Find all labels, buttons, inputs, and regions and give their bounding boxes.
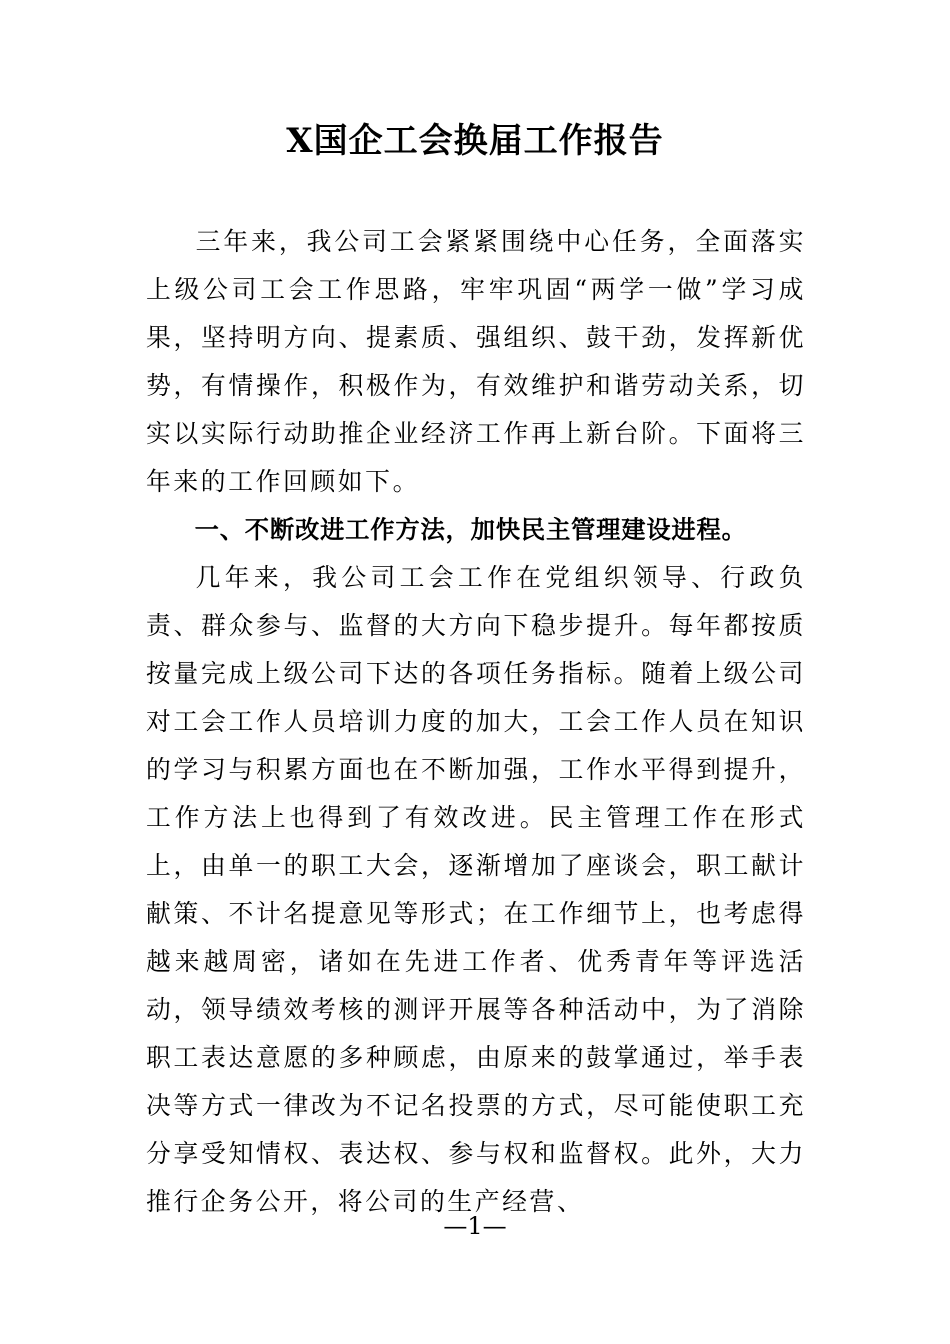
intro-paragraph: 三年来，我公司工会紧紧围绕中心任务，全面落实上级公司工会工作思路，牢牢巩固“两学一做”学习成果，坚持明方向、提素质、强组织、鼓干劲，发挥新优势，有情操作，积极作为，有效维护和谐劳动关系，切实以实际行动助推企业经济工作再上新台阶。下面将三年来的工作回顾如下。 [146, 227, 806, 496]
section-paragraph: 几年来，我公司工会工作在党组织领导、行政负责、群众参与、监督的大方向下稳步提升。每年都按质按量完成上级公司下达的各项任务指标。随着上级公司对工会工作人员培训力度的加大，工会工作人员在知识的学习与积累方面也在不断加强，工作水平得到提升，工作方法上也得到了有效改进。民主管理工作在形式上，由单一的职工大会，逐渐增加了座谈会，职工献计献策、不计名提意见等形式；在工作细节上，也考虑得越来越周密，诸如在先进工作者、优秀青年等评选活动，领导绩效考核的测评开展等各种活动中，为了消除职工表达意愿的多种顾虑，由原来的鼓掌通过，举手表决等方式一律改为不记名投票的方式，尽可能使职工充分享受知情权、表达权、参与权和监督权。此外，大力推行企务公开，将公司的生产经营、 [146, 563, 806, 1216]
page-number: —1— [443, 1212, 507, 1240]
document-body [146, 218, 806, 1226]
document-title: X国企工会换届工作报告 [286, 121, 664, 161]
section-heading: 一、不断改进工作方法，加快民主管理建设进程。 [194, 515, 747, 544]
